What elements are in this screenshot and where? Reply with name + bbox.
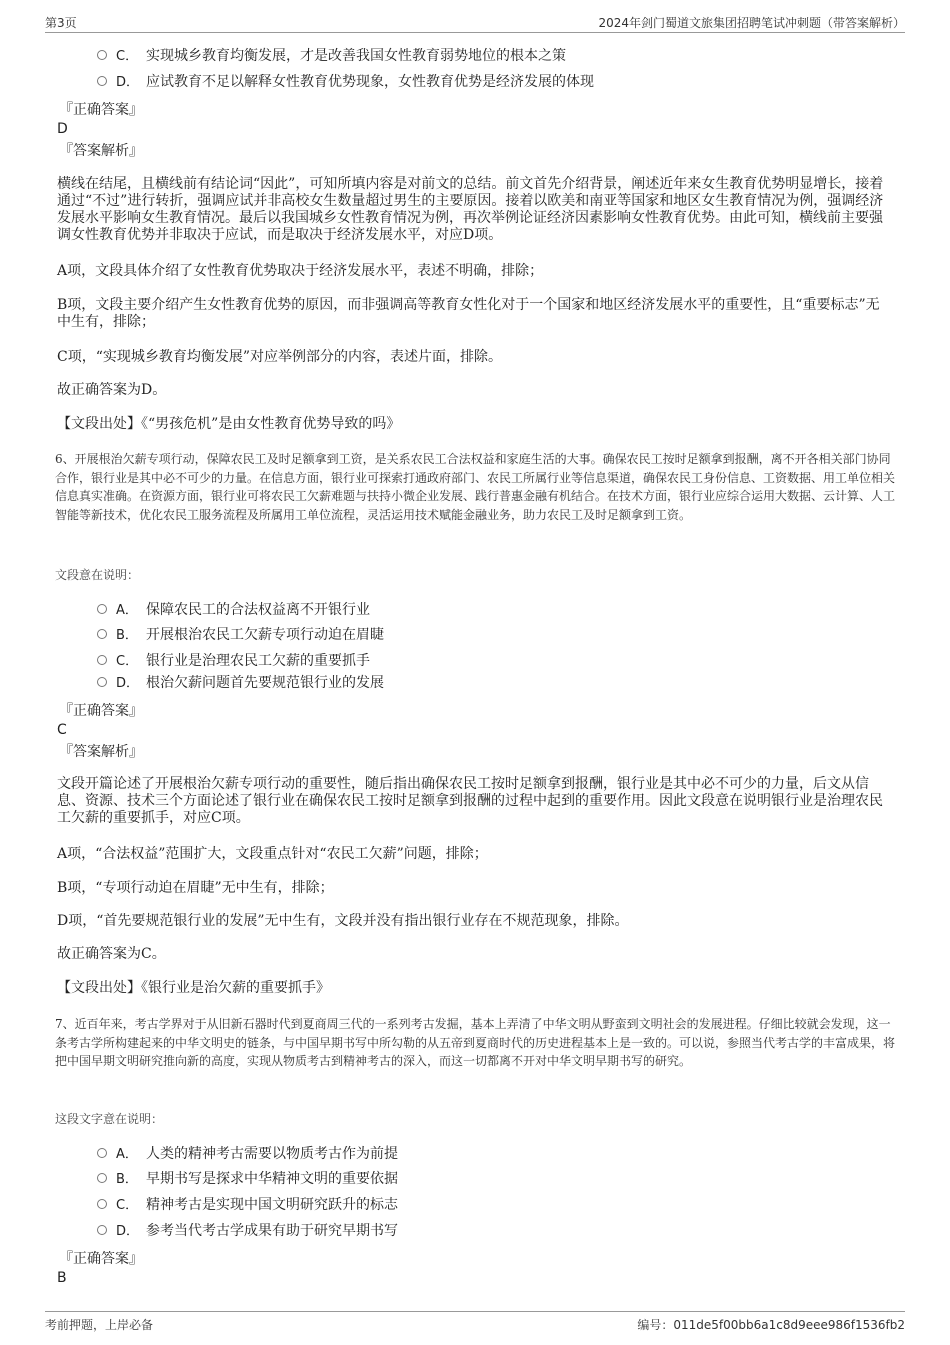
q7-prompt: 这段文字意在说明： [55, 1112, 164, 1126]
q7-option-b[interactable]: B． 早期书写是探求中华精神文明的重要依据 [97, 1169, 398, 1190]
radio-icon[interactable] [97, 1148, 107, 1158]
q7-option-c[interactable]: C． 精神考古是实现中国文明研究跃升的标志 [97, 1195, 398, 1216]
page-header [45, 14, 905, 33]
q5-analysis-a: A项，文段具体介绍了女性教育优势取决于经济发展水平，表述不明确，排除； [57, 263, 544, 279]
radio-icon[interactable] [97, 677, 107, 687]
radio-icon[interactable] [97, 76, 107, 86]
q6-conclusion: 故正确答案为C。 [57, 946, 166, 962]
radio-icon[interactable] [97, 1225, 107, 1235]
q5-option-c[interactable]: C． 实现城乡教育均衡发展，才是改善我国女性教育弱势地位的根本之策 [97, 46, 566, 67]
radio-icon[interactable] [97, 629, 107, 639]
q5-analysis-text: 横线在结尾，且横线前有结论词“因此”，可知所填内容是对前文的总结。前文首先介绍背景，阐述近年来女生教育优势明显增长，接着通过“不过”进行转折，强调应试并非高校女生数量超过男生的主要原因。接着以欧美和南亚等国家和地区女生教育情况为例，强调经济发展水平影响女生教育情况。最后以我国城乡女性教育情况为例，再次举例论证经济因素影响女性教育优势。由此可知，横线前主要强调女性教育优势并非取决于应试，而是取决于经济发展水平，对应D项。 [57, 176, 884, 243]
q5-analysis-c: C项，“实现城乡教育均衡发展”对应举例部分的内容，表述片面，排除。 [57, 349, 503, 365]
footer-slogan: 考前押题，上岸必备 [45, 1318, 154, 1332]
q5-answer: D [57, 121, 68, 137]
radio-icon[interactable] [97, 1199, 107, 1209]
q6-option-d[interactable]: D． 根治欠薪问题首先要规范银行业的发展 [97, 673, 384, 694]
q5-answer-label: 『正确答案』 [59, 102, 143, 118]
page-footer [45, 1311, 905, 1334]
document-title: 2024年剑门蜀道文旅集团招聘笔试冲刺题（带答案解析） [598, 16, 905, 30]
q7-answer-label: 『正确答案』 [59, 1251, 143, 1267]
q6-analysis-a: A项，“合法权益”范围扩大，文段重点针对“农民工欠薪”问题，排除； [57, 846, 488, 862]
q6-analysis-label: 『答案解析』 [59, 744, 143, 760]
q5-source: 【文段出处】《“男孩危机”是由女性教育优势导致的吗》 [57, 416, 401, 432]
radio-icon[interactable] [97, 50, 107, 60]
q6-question: 6、开展根治欠薪专项行动，保障农民工及时足额拿到工资，是关系农民工合法权益和家庭生活的大事。确保农民工按时足额拿到报酬，离不开各相关部门协同合作，银行业是其中必不可少的力量。在信息方面，银行业可探索打通政府部门、农民工所属行业等信息渠道，确保农民工身份信息、工资数据、用工单位相关信息真实准确。在资源方面，银行业可将农民工欠薪难题与扶持小微企业发展、践行普惠金融有机结合。在技术方面，银行业应综合运用大数据、云计算、人工智能等新技术，优化农民工服务流程及所属用工单位流程，灵活运用技术赋能金融业务，助力农民工及时足额拿到工资。 [55, 452, 896, 522]
q6-prompt: 文段意在说明： [55, 568, 140, 582]
q6-analysis-d: D项，“首先要规范银行业的发展”无中生有，文段并没有指出银行业存在不规范现象，排除。 [57, 913, 629, 929]
page-number: 第3页 [45, 16, 77, 30]
radio-icon[interactable] [97, 604, 107, 614]
q5-analysis-b: B项，文段主要介绍产生女性教育优势的原因，而非强调高等教育女性化对于一个国家和地区经济发展水平的重要性，且“重要标志”无中生有，排除； [57, 297, 880, 330]
q7-option-d[interactable]: D． 参考当代考古学成果有助于研究早期书写 [97, 1221, 398, 1242]
q7-question: 7、近百年来，考古学界对于从旧新石器时代到夏商周三代的一系列考古发掘，基本上弄清了中华文明从野蛮到文明社会的发展进程。仔细比较就会发现，这一条考古学所构建起来的中华文明史的链条，与中国早期书写中所勾勒的从五帝到夏商时代的历史进程基本上是一致的。可以说，参照当代考古学的丰富成果，将把中国早期文明研究推向新的高度，实现从物质考古到精神考古的深入，而这一切都离不开对中华文明早期书写的研究。 [55, 1017, 896, 1068]
q6-option-a[interactable]: A． 保障农民工的合法权益离不开银行业 [97, 600, 370, 621]
q5-conclusion: 故正确答案为D。 [57, 382, 167, 398]
q5-analysis-label: 『答案解析』 [59, 143, 143, 159]
radio-icon[interactable] [97, 1173, 107, 1183]
q6-analysis-b: B项，“专项行动迫在眉睫”无中生有，排除； [57, 880, 334, 896]
q7-option-a[interactable]: A． 人类的精神考古需要以物质考古作为前提 [97, 1144, 398, 1165]
q6-option-b[interactable]: B． 开展根治农民工欠薪专项行动迫在眉睫 [97, 625, 384, 646]
q6-source: 【文段出处】《银行业是治欠薪的重要抓手》 [57, 980, 330, 996]
q6-analysis-text: 文段开篇论述了开展根治欠薪专项行动的重要性，随后指出确保农民工按时足额拿到报酬，银行业是其中必不可少的力量，后文从信息、资源、技术三个方面论述了银行业在确保农民工按时足额拿到报酬的过程中起到的重要作用。因此文段意在说明银行业是治理农民工欠薪的重要抓手，对应C项。 [57, 776, 883, 826]
q5-option-d[interactable]: D． 应试教育不足以解释女性教育优势现象，女性教育优势是经济发展的体现 [97, 72, 594, 93]
q6-option-c[interactable]: C． 银行业是治理农民工欠薪的重要抓手 [97, 651, 370, 672]
q6-answer-label: 『正确答案』 [59, 703, 143, 719]
q7-answer: B [57, 1270, 67, 1286]
radio-icon[interactable] [97, 655, 107, 665]
document-id: 编号：011de5f00bb6a1c8d9eee986f1536fb2 [637, 1318, 905, 1332]
q6-answer: C [57, 722, 67, 738]
